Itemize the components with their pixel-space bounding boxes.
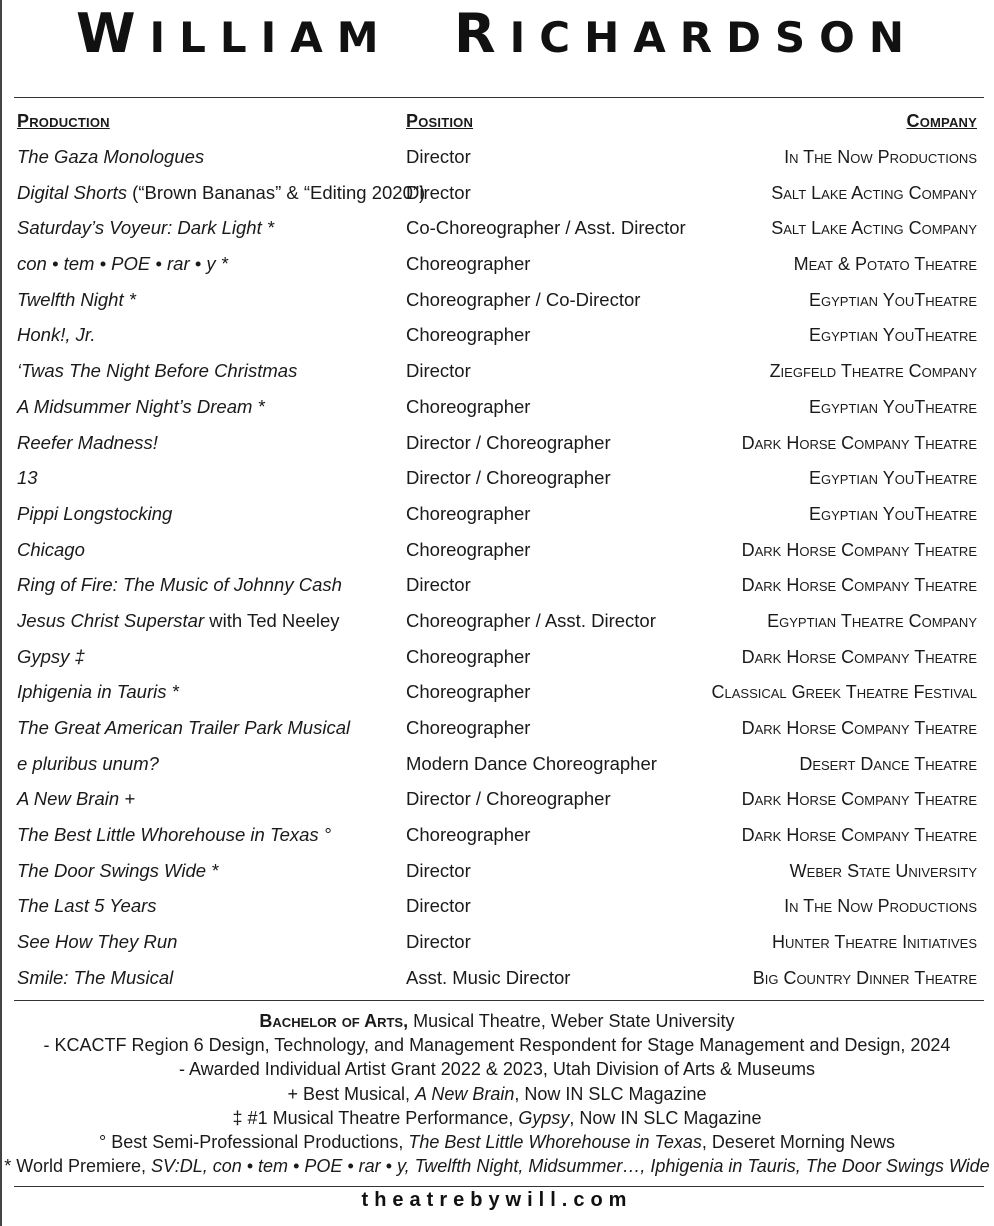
production-title: See How They Run [17, 931, 178, 953]
credit-position: Modern Dance Choreographer [406, 752, 657, 774]
production-title: Twelfth Night * [17, 288, 136, 310]
award-degree-line [0, 1130, 994, 1154]
credit-row [0, 460, 994, 496]
credit-company: Hunter Theatre Initiatives [771, 932, 977, 953]
credit-position: Director [406, 146, 471, 167]
credit-row [0, 532, 994, 568]
credit-company: Weber State University [789, 860, 977, 881]
production-title: Honk!, Jr. [17, 324, 96, 346]
credit-position: Choreographer [406, 717, 531, 738]
award-degree-post: , Deseret Morning News [701, 1132, 895, 1153]
credit-position: Choreographer [406, 824, 531, 846]
credit-production [17, 324, 95, 346]
resume-name [0, 2, 994, 66]
credit-position: Choreographer [406, 681, 531, 703]
award-dagger-pre: ‡ #1 Musical Theatre Performance, [232, 1107, 519, 1128]
credit-production [17, 253, 228, 275]
award-plus-title: A New Brain [415, 1083, 515, 1104]
credit-position: Director [406, 931, 471, 953]
credit-position: Choreographer [406, 645, 531, 667]
production-note: (“Brown Bananas” & “Editing 2020”) [127, 181, 426, 203]
production-title: e pluribus unum? [17, 752, 159, 774]
credits-list [0, 139, 994, 996]
premiere-pre: * World Premiere, [4, 1156, 152, 1177]
credit-production [17, 539, 85, 561]
credit-company: Egyptian YouTheatre [808, 468, 977, 489]
credit-production [17, 967, 173, 989]
credit-position: Director / Choreographer [406, 431, 611, 453]
credit-company: Dark Horse Company Theatre [741, 432, 977, 453]
credit-row [0, 139, 994, 175]
top-divider [14, 97, 984, 98]
credit-row [0, 389, 994, 425]
grant-line: - Awarded Individual Artist Grant 2022 & 2023, Utah Division of Arts & Museums [179, 1059, 815, 1080]
middle-divider [14, 1000, 984, 1001]
credit-company: Egyptian YouTheatre [808, 325, 977, 346]
credit-position: Director [406, 181, 471, 203]
production-title: Saturday’s Voyeur: Dark Light * [17, 217, 275, 239]
header-production: Production [17, 111, 110, 131]
production-title: A New Brain + [17, 788, 136, 810]
credit-row [0, 674, 994, 710]
credit-row [0, 603, 994, 639]
credit-position: Director / Choreographer [406, 788, 611, 810]
production-title: The Gaza Monologues [17, 146, 205, 167]
credit-row [0, 960, 994, 996]
award-plus-post: , Now IN SLC Magazine [514, 1083, 707, 1104]
production-title: The Door Swings Wide * [17, 859, 219, 881]
credit-production [17, 610, 340, 632]
credit-production [17, 931, 177, 953]
credit-production [17, 753, 159, 775]
credit-row [0, 817, 994, 853]
credit-production [17, 217, 274, 239]
credit-company: Desert Dance Theatre [799, 753, 977, 774]
credit-position: Choreographer / Asst. Director [406, 609, 656, 631]
credit-position: Director [406, 859, 471, 881]
credit-company: Dark Horse Company Theatre [741, 575, 977, 596]
bottom-divider [14, 1186, 984, 1187]
credit-position: Co-Choreographer / Asst. Director [406, 217, 686, 239]
credit-company: Egyptian YouTheatre [808, 289, 977, 310]
production-title: The Best Little Whorehouse in Texas ° [17, 824, 332, 846]
production-title: Chicago [17, 538, 85, 560]
credit-row [0, 210, 994, 246]
award-dagger-post: , Now IN SLC Magazine [569, 1107, 762, 1128]
credit-production [17, 824, 331, 846]
credit-company: Classical Greek Theatre Festival [711, 682, 977, 703]
credit-row [0, 353, 994, 389]
credit-company: Big Country Dinner Theatre [752, 967, 977, 988]
award-dagger-line [0, 1106, 994, 1130]
degree-name: Bachelor of Arts, [259, 1011, 409, 1031]
award-degree-pre: ° Best Semi-Professional Productions, [99, 1132, 409, 1153]
award-plus-line [0, 1082, 994, 1106]
credit-position: Director [406, 574, 471, 596]
credit-production [17, 646, 85, 668]
production-title: The Great American Trailer Park Musical [17, 717, 351, 738]
production-title: Ring of Fire: The Music of Johnny Cash [17, 574, 342, 596]
credit-production [17, 717, 350, 739]
credit-company: Egyptian Theatre Company [767, 610, 977, 631]
award-dagger-title: Gypsy [518, 1107, 570, 1128]
degree-detail: Musical Theatre, Weber State University [408, 1011, 735, 1031]
production-title: 13 [17, 467, 38, 489]
credit-company: Dark Horse Company Theatre [741, 646, 977, 667]
education-section [0, 1009, 994, 1178]
credit-company: Egyptian YouTheatre [808, 503, 977, 524]
name-first-rest: ILLIAM [149, 13, 393, 62]
credit-company: Dark Horse Company Theatre [741, 718, 977, 738]
credit-production [17, 146, 204, 168]
name-last-initial: R [454, 2, 510, 65]
production-note: with Ted Neeley [204, 609, 340, 631]
credit-position: Director / Choreographer [406, 467, 611, 489]
credit-company: Egyptian YouTheatre [808, 396, 977, 417]
credit-position: Choreographer [406, 395, 531, 417]
credit-row [0, 924, 994, 960]
name-first-initial: W [75, 2, 150, 65]
production-title: The Last 5 Years [17, 895, 157, 917]
credit-production [17, 467, 38, 489]
credit-row [0, 746, 994, 782]
credit-company: Salt Lake Acting Company [771, 218, 977, 239]
production-title: Jesus Christ Superstar [17, 609, 205, 631]
credit-position: Choreographer [406, 502, 531, 524]
production-title: ‘Twas The Night Before Christmas [17, 360, 298, 382]
credit-position: Choreographer / Co-Director [406, 288, 641, 310]
credit-production [17, 289, 136, 311]
credit-company: Dark Horse Company Theatre [741, 789, 977, 810]
production-title: Iphigenia in Tauris * [17, 681, 179, 703]
credit-position: Director [406, 360, 471, 382]
production-title: Pippi Longstocking [17, 502, 173, 524]
award-plus-pre: + Best Musical, [287, 1083, 416, 1104]
credit-production [17, 360, 297, 382]
credit-production [17, 895, 157, 917]
credit-position: Director [406, 895, 471, 917]
credit-row [0, 246, 994, 282]
production-title: Gypsy ‡ [17, 645, 85, 667]
credit-production [17, 432, 158, 454]
degree-line [0, 1009, 994, 1033]
website-link[interactable]: theatrebywill.com [361, 1189, 633, 1211]
kcactf-line: - KCACTF Region 6 Design, Technology, and Management Respondent for Stage Management and Design, 2024 [43, 1035, 951, 1056]
credit-row [0, 853, 994, 889]
credit-row [0, 496, 994, 532]
credit-position: Choreographer [406, 538, 531, 560]
production-title: con • tem • POE • rar • y * [17, 253, 228, 275]
credit-row [0, 567, 994, 603]
header-position: Position [406, 111, 474, 131]
header-company: Company [906, 111, 977, 131]
credit-production [17, 788, 135, 810]
credit-company: In The Now Productions [784, 896, 977, 917]
award-degree-title: The Best Little Whorehouse in Texas [408, 1132, 702, 1153]
credit-company: Ziegfeld Theatre Company [769, 361, 977, 382]
credit-row [0, 888, 994, 924]
production-title: Digital Shorts [17, 181, 128, 203]
premiere-titles: SV:DL, con • tem • POE • rar • y, Twelfth Night, Midsummer…, Iphigenia in Tauris, The Door Swings Wide [151, 1156, 990, 1177]
credit-row [0, 710, 994, 746]
credit-production [17, 574, 342, 596]
credit-company: In The Now Productions [784, 147, 977, 167]
credit-production [17, 503, 172, 525]
credit-position: Choreographer [406, 324, 531, 346]
name-last-rest: ICHARDSON [509, 13, 919, 62]
credit-company: Dark Horse Company Theatre [741, 539, 977, 560]
credit-row [0, 781, 994, 817]
credit-position: Asst. Music Director [406, 966, 571, 988]
credit-row [0, 425, 994, 461]
production-title: Reefer Madness! [17, 431, 158, 453]
credit-row [0, 317, 994, 353]
premiere-line [0, 1154, 994, 1178]
production-title: A Midsummer Night’s Dream * [17, 395, 265, 417]
credit-production [17, 396, 265, 418]
credit-production [17, 182, 425, 204]
credit-row [0, 282, 994, 318]
credit-company: Meat & Potato Theatre [793, 254, 977, 275]
credit-production [17, 860, 218, 882]
credit-position: Choreographer [406, 253, 531, 275]
credit-company: Dark Horse Company Theatre [741, 825, 977, 846]
production-title: Smile: The Musical [17, 966, 174, 988]
credit-production [17, 681, 179, 703]
credit-company: Salt Lake Acting Company [771, 182, 977, 203]
credit-row [0, 175, 994, 211]
credit-row [0, 639, 994, 675]
